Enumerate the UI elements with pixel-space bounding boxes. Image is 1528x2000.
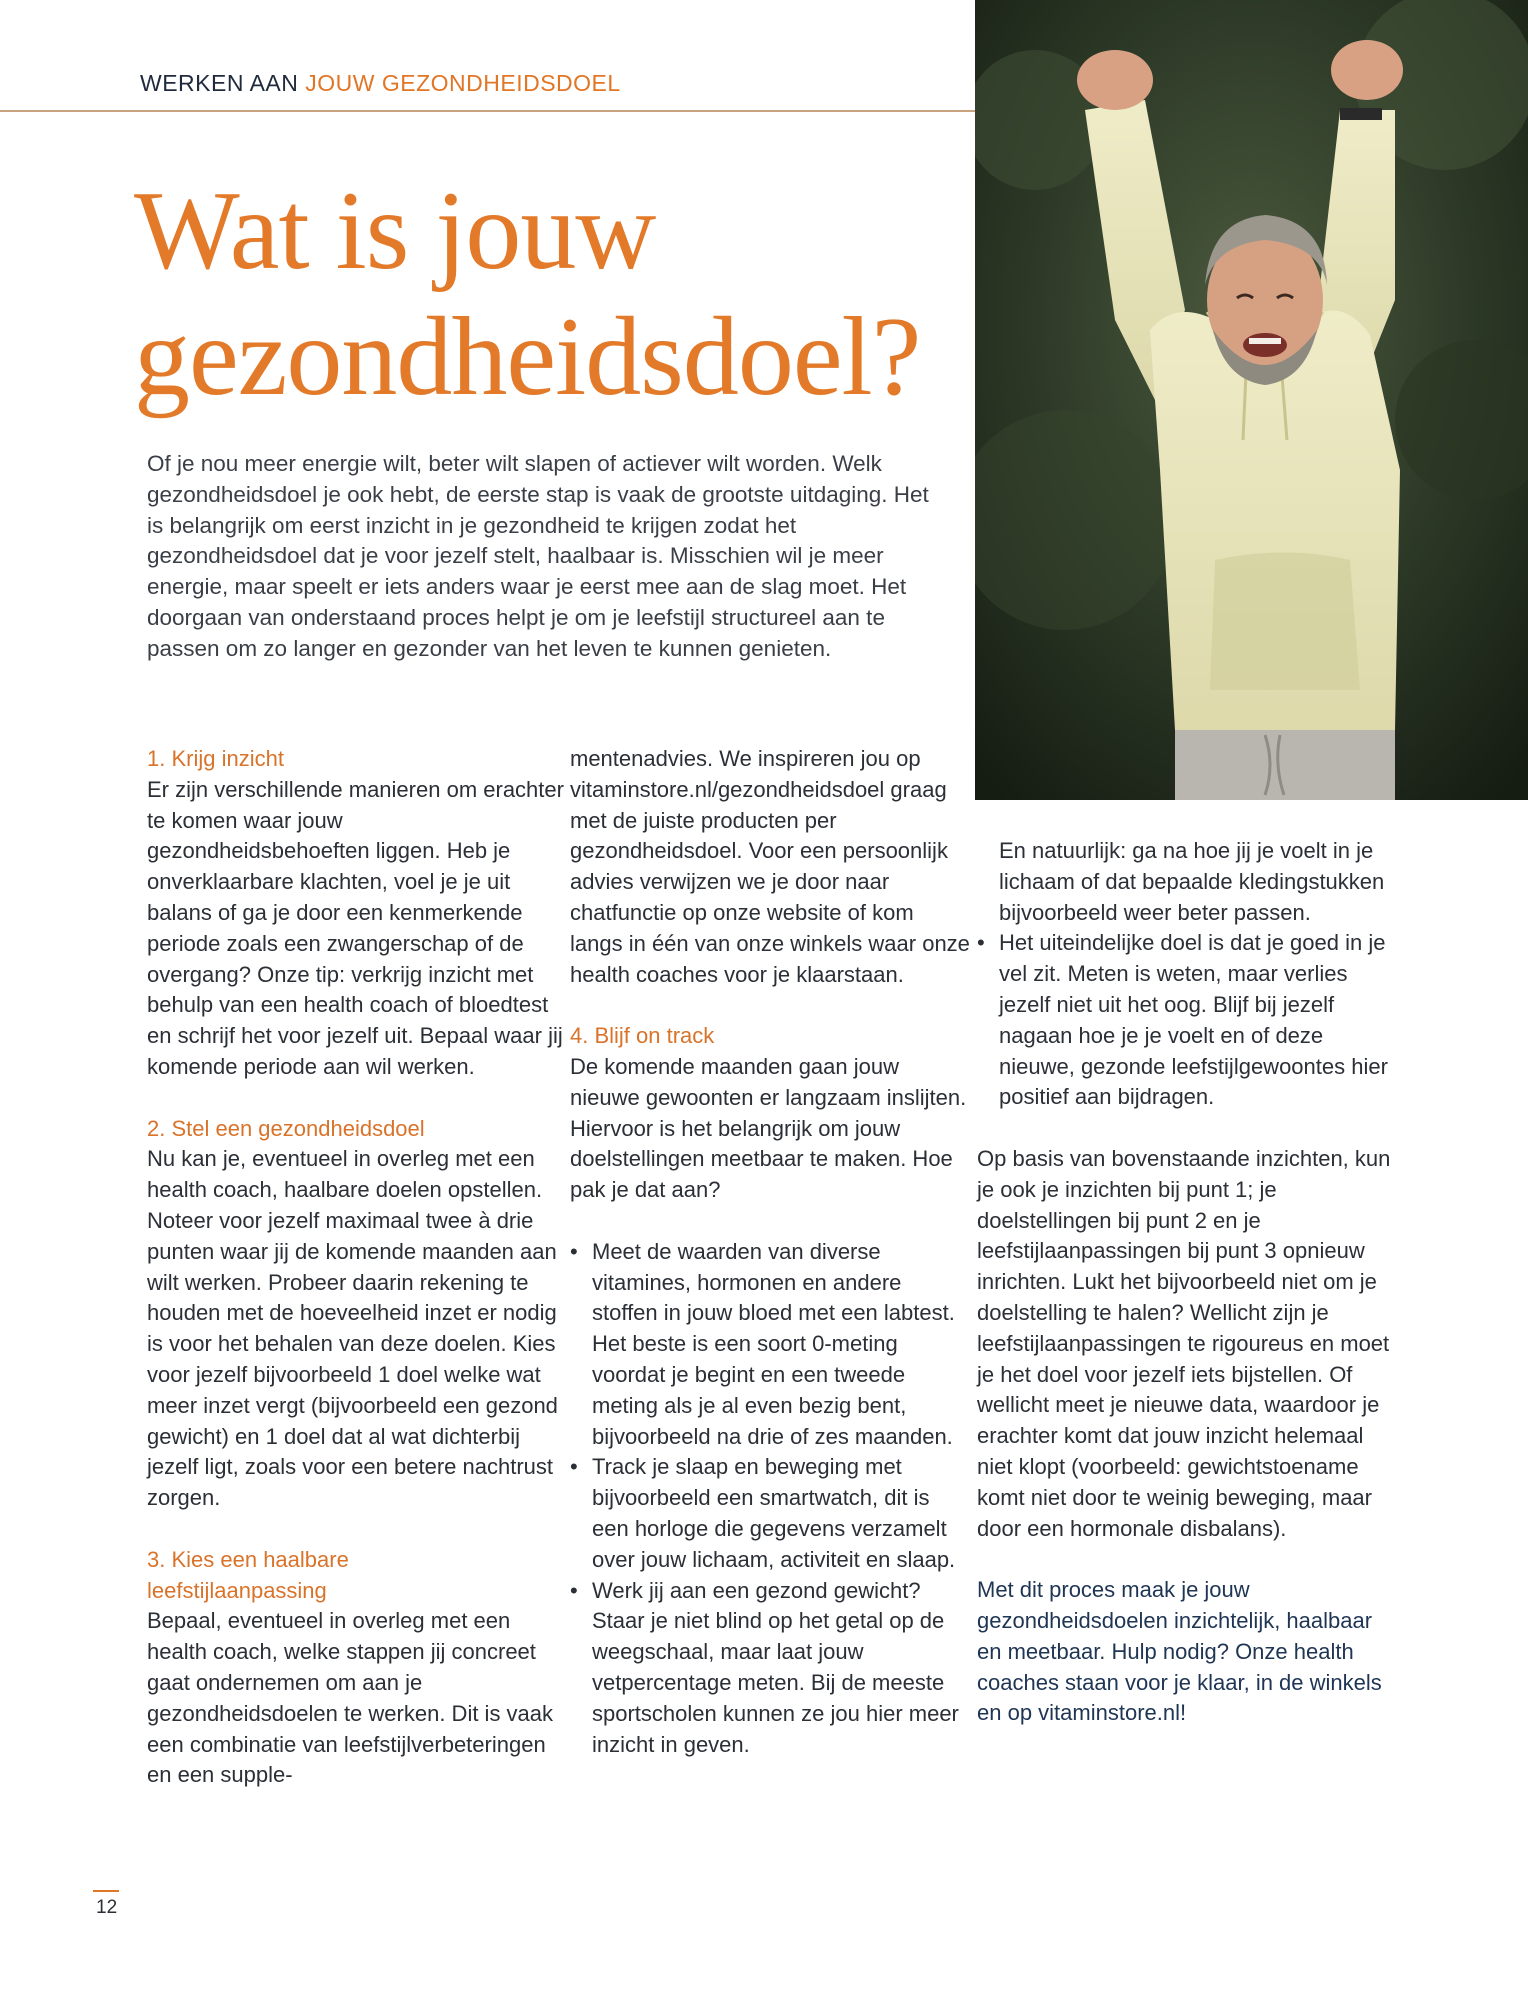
step-3-heading-line-1: 3. Kies een haalbare [147,1546,349,1572]
section-header-accent: JOUW GEZONDHEIDSDOEL [305,70,621,96]
summary-paragraph: Op basis van bovenstaande inzichten, kun je ook je inzichten bij punt 1; je doelstellingen bij punt 2 en je leefstijlaanpassingen bij punt 3 opnieuw inrichten. Lukt het bijvoorbeeld niet om je doelstelling te halen? Wellicht zijn je leefstijlaanpassingen te rigoureus en moet je het doel voor jezelf iets bijstellen. Of wellicht meet je nieuwe data, waardoor je erachter komt dat jouw inzicht helemaal niet klopt (voorbeeld: gewichtstoename komt niet door te weinig beweging, maar door een hormonale disbalans). [977,1145,1391,1541]
step-3-heading-line-2: leefstijlaanpassing [147,1577,327,1603]
page-title [134,168,994,420]
bullet-continued: En natuurlijk: ga na hoe jij je voelt in je lichaam of dat bepaalde kledingstukken bijvoorbeeld weer beter passen. [999,838,1385,925]
header-divider [0,110,975,112]
page-number-rule [93,1890,119,1892]
step-3-body: Bepaal, eventueel in overleg met een health coach, welke stappen jij concreet gaat ondernemen om aan je gezondheidsdoelen te werken. Dit is vaak een combinatie van leefstijlverbeteringen en een supple- [147,1608,554,1788]
hero-photo [975,0,1528,800]
step-3-body-continued: mentenadvies. We inspireren jou op vitaminstore.nl/gezondheidsdoel graag met de juiste producten per gezondheidsdoel. Voor een persoonlijk advies verwijzen we je door naar chatfunctie op onze website of kom langs in één van onze winkels waar onze health coaches voor je klaarstaan. [570,746,970,987]
spacer [147,1083,567,1114]
column-3 [977,836,1397,1729]
page-number: 12 [96,1897,118,1918]
spacer [570,990,970,1021]
intro-paragraph: Of je nou meer energie wilt, beter wilt slapen of actiever wilt worden. Welk gezondheidsdoel je ook hebt, de eerste stap is vaak de grootste uitdaging. Het is belangrijk om eerst inzicht in je gezondheid te krijgen zodat het gezondheidsdoel dat je voor jezelf stelt, haalbaar is. Misschien wil je meer energie, maar speelt er iets anders waar je eerst mee aan de slag moet. Het doorgaan van onderstaand proces helpt je om je leefstijl structureel aan te passen om zo langer en gezonder van het leven te kunnen genieten. [147,451,929,661]
spacer [977,1544,1397,1575]
spacer [147,1514,567,1545]
step-4-body: De komende maanden gaan jouw nieuwe gewoonten er langzaam inslijten. Hiervoor is het belangrijk om jouw doelstellingen meetbaar te maken. Hoe pak je dat aan? [570,1053,967,1203]
step-4-heading: 4. Blijf on track [570,1023,715,1049]
spacer [570,1206,970,1237]
tracking-tips-list [570,1237,970,1761]
list-item: • Track je slaap en beweging met bijvoorbeeld een smartwatch, dit is een horloge die gegevens verzamelt over jouw lichaam, activiteit en slaap. [570,1452,970,1575]
column-2 [570,744,970,1760]
page-title-line-2: gezondheidsdoel? [134,295,921,419]
step-2-body: Nu kan je, eventueel in overleg met een health coach, haalbare doelen opstellen. Noteer voor jezelf maximaal twee à drie punten waar jij de komende maanden aan wilt werken. Probeer daarin rekening te houden met de hoeveelheid inzet er nodig is voor het behalen van deze doelen. Kies voor jezelf bijvoorbeeld 1 doel welke wat meer inzet vergt (bijvoorbeeld een gezond gewicht) en 1 doel dat al wat dichterbij jezelf ligt, zoals voor een betere nachtrust zorgen. [147,1146,558,1511]
section-header-prefix: WERKEN AAN [140,70,306,96]
list-item: • Het uiteindelijke doel is dat je goed in je vel zit. Meten is weten, maar verlies jezelf niet uit het oog. Blijf bij jezelf nagaan hoe je je voelt en of deze nieuwe, gezonde leefstijlgewoontes hier positief aan bijdragen. [977,928,1397,1113]
list-item: • Werk jij aan een gezond gewicht? Staar je niet blind op het getal op de weegschaal, maar laat jouw vetpercentage meten. Bij de meeste sportscholen kunnen ze jou hier meer inzicht in geven. [570,1576,970,1761]
step-1-heading: 1. Krijg inzicht [147,746,284,771]
hero-photo-illustration [975,0,1528,800]
section-header [140,70,621,97]
closing-paragraph: Met dit proces maak je jouw gezondheidsdoelen inzichtelijk, haalbaar en meetbaar. Hulp nodig? Onze health coaches staan voor je klaar, in de winkels en op vitaminstore.nl! [977,1577,1382,1726]
page-title-line-1: Wat is jouw [134,169,656,293]
step-2-heading: 2. Stel een gezondheidsdoel [147,1115,425,1141]
list-item: • Meet de waarden van diverse vitamines, hormonen en andere stoffen in jouw bloed met een labtest. Het beste is een soort 0-meting voordat je begint en een tweede meting als je al even bezig bent, bijvoorbeeld na drie of zes maanden. [570,1237,970,1453]
step-1-body: Er zijn verschillende manieren om erachter te komen waar jouw gezondheidsbehoeften liggen. Heb je onverklaarbare klachten, voel je je uit balans of ga je door een kenmerkende periode zoals een zwangerschap of de overgang? Onze tip: verkrijg inzicht met behulp van een health coach of bloedtest en schrijf het voor jezelf uit. Bepaal waar jij komende periode aan wil werken. [147,776,564,1079]
wellbeing-list [977,928,1397,1113]
spacer [977,1113,1397,1144]
column-1 [147,744,567,1791]
